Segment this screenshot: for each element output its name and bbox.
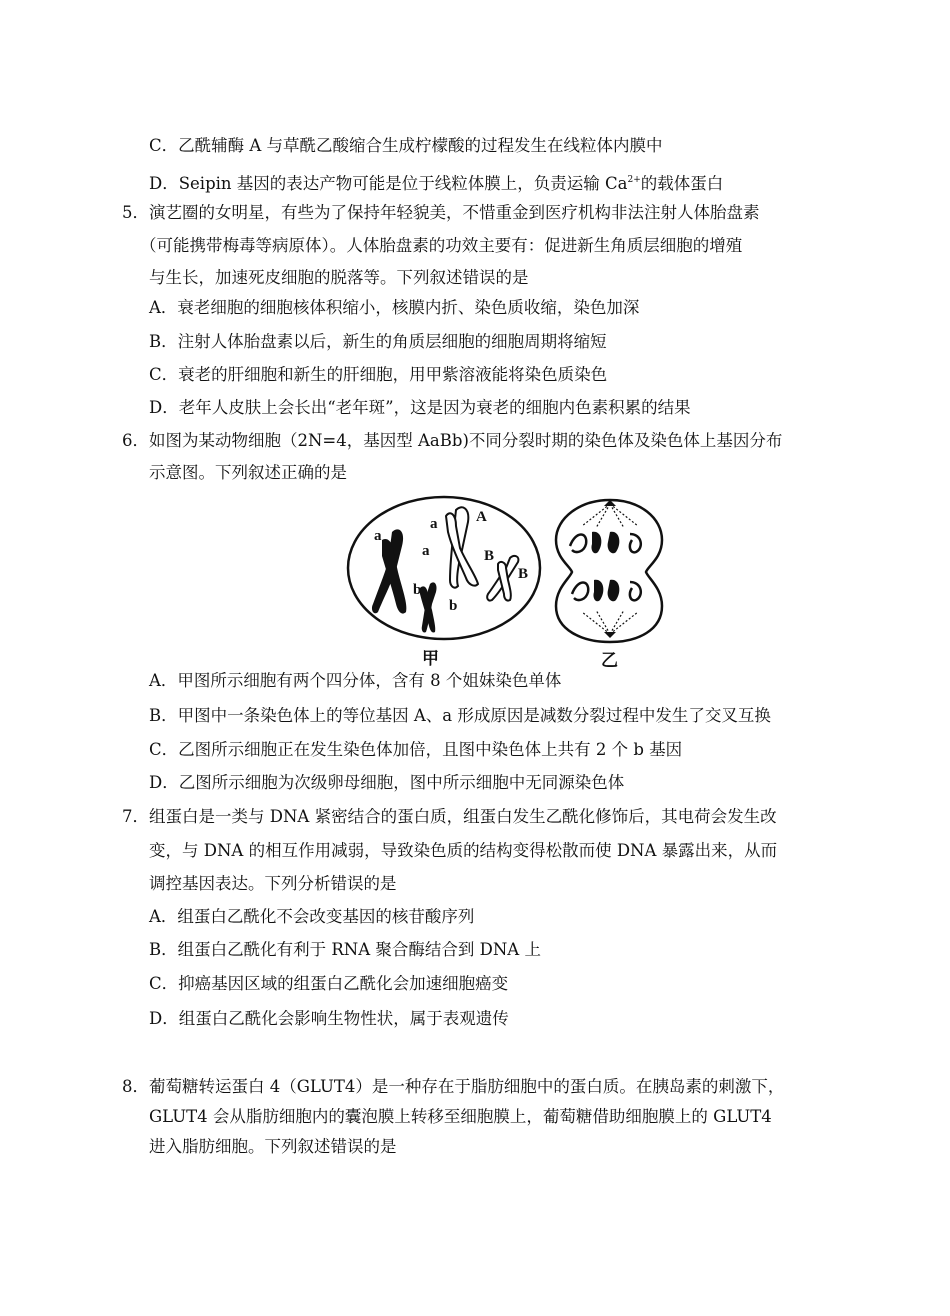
q4-option-c: C．乙酰辅酶 A 与草酰乙酸缩合生成柠檬酸的过程发生在线粒体内膜中: [149, 136, 663, 155]
q7-stem-line: 组蛋白是一类与 DNA 紧密结合的蛋白质，组蛋白发生乙酰化修饰后，其电荷会发生改: [149, 807, 777, 826]
gene-label: B: [518, 566, 529, 582]
q6-number: 6．: [122, 431, 149, 450]
q6-option-c: C．乙图所示细胞正在发生染色体加倍，且图中染色体上共有 2 个 b 基因: [149, 740, 683, 759]
q5-option-d: D．老年人皮肤上会长出“老年斑”，这是因为衰老的细胞内色素积累的结果: [149, 398, 691, 417]
q4-option-d-superscript: 2+: [627, 175, 641, 185]
spindle-fibers: [582, 504, 638, 634]
gene-label: a: [422, 543, 430, 559]
q5-option-b: B．注射人体胎盘素以后，新生的角质层细胞的细胞周期将缩短: [149, 332, 607, 351]
cell-yi-diagram: [556, 500, 662, 670]
chromosome-small-dark: [420, 582, 437, 632]
chromosome-light-large: [446, 507, 478, 587]
chromosomes-lower: [572, 580, 641, 601]
gene-label: a: [430, 516, 438, 532]
q8-stem-line: GLUT4 会从脂肪细胞内的囊泡膜上转移至细胞膜上，葡萄糖借助细胞膜上的 GLUT4: [149, 1107, 772, 1126]
cell-yi-membrane: [556, 500, 662, 642]
gene-label: a: [374, 528, 382, 544]
q5-option-a: A．衰老细胞的细胞核体积缩小，核膜内折、染色质收缩，染色加深: [149, 298, 640, 317]
gene-label: b: [449, 598, 458, 614]
q7-option-d: D．组蛋白乙酰化会影响生物性状，属于表观遗传: [149, 1009, 509, 1028]
q4-option-d: [149, 169, 723, 195]
q7-stem-line: 调控基因表达。下列分析错误的是: [149, 874, 397, 893]
cell-jia-caption: 甲: [422, 649, 439, 669]
cell-jia-diagram: [348, 497, 540, 669]
q7-stem-line: 变，与 DNA 的相互作用减弱，导致染色质的结构变得松散而使 DNA 暴露出来，从而: [149, 841, 778, 860]
gene-label: B: [484, 548, 495, 564]
q7-option-c: C．抑癌基因区域的组蛋白乙酰化会加速细胞癌变: [149, 974, 509, 993]
q8-stem-line: 进入脂肪细胞。下列叙述错误的是: [149, 1137, 397, 1156]
q6-option-a: A．甲图所示细胞有两个四分体，含有 8 个姐妹染色单体: [149, 671, 562, 690]
q5-stem-line: 与生长，加速死皮细胞的脱落等。下列叙述错误的是: [149, 268, 529, 287]
chromosomes-upper: [570, 532, 641, 553]
q8-number: 8．: [122, 1077, 149, 1096]
cell-division-figure: [340, 492, 680, 670]
q7-option-a: A．组蛋白乙酰化不会改变基因的核苷酸序列: [149, 907, 475, 926]
gene-label: A: [476, 509, 487, 525]
q5-stem-line: 演艺圈的女明星，有些为了保持年轻貌美，不惜重金到医疗机构非法注射人体胎盘素: [149, 203, 760, 222]
cell-yi-caption: 乙: [601, 651, 618, 670]
q6-stem-line: 示意图。下列叙述正确的是: [149, 463, 347, 482]
q4-option-d-text-end: 的载体蛋白: [640, 174, 724, 193]
q7-number: 7．: [122, 807, 149, 826]
q7-option-b: B．组蛋白乙酰化有利于 RNA 聚合酶结合到 DNA 上: [149, 940, 541, 959]
q6-option-d: D．乙图所示细胞为次级卵母细胞，图中所示细胞中无同源染色体: [149, 773, 625, 792]
q6-stem-line: 如图为某动物细胞（2N=4，基因型 AaBb)不同分裂时期的染色体及染色体上基因分布: [149, 431, 783, 450]
q6-option-b: B．甲图中一条染色体上的等位基因 A、a 形成原因是减数分裂过程中发生了交叉互换: [149, 706, 771, 725]
gene-label: b: [413, 582, 422, 598]
q4-option-d-text: D．Seipin 基因的表达产物可能是位于线粒体膜上，负责运输 Ca: [149, 174, 628, 193]
q5-stem-line: （可能携带梅毒等病原体）。人体胎盘素的功效主要有：促进新生角质层细胞的增殖: [140, 236, 743, 255]
q5-option-c: C．衰老的肝细胞和新生的肝细胞，用甲紫溶液能将染色质染色: [149, 365, 608, 384]
q5-number: 5．: [122, 203, 149, 222]
q8-stem-line: 葡萄糖转运蛋白 4（GLUT4）是一种存在于脂肪细胞中的蛋白质。在胰岛素的刺激下，: [149, 1077, 785, 1096]
